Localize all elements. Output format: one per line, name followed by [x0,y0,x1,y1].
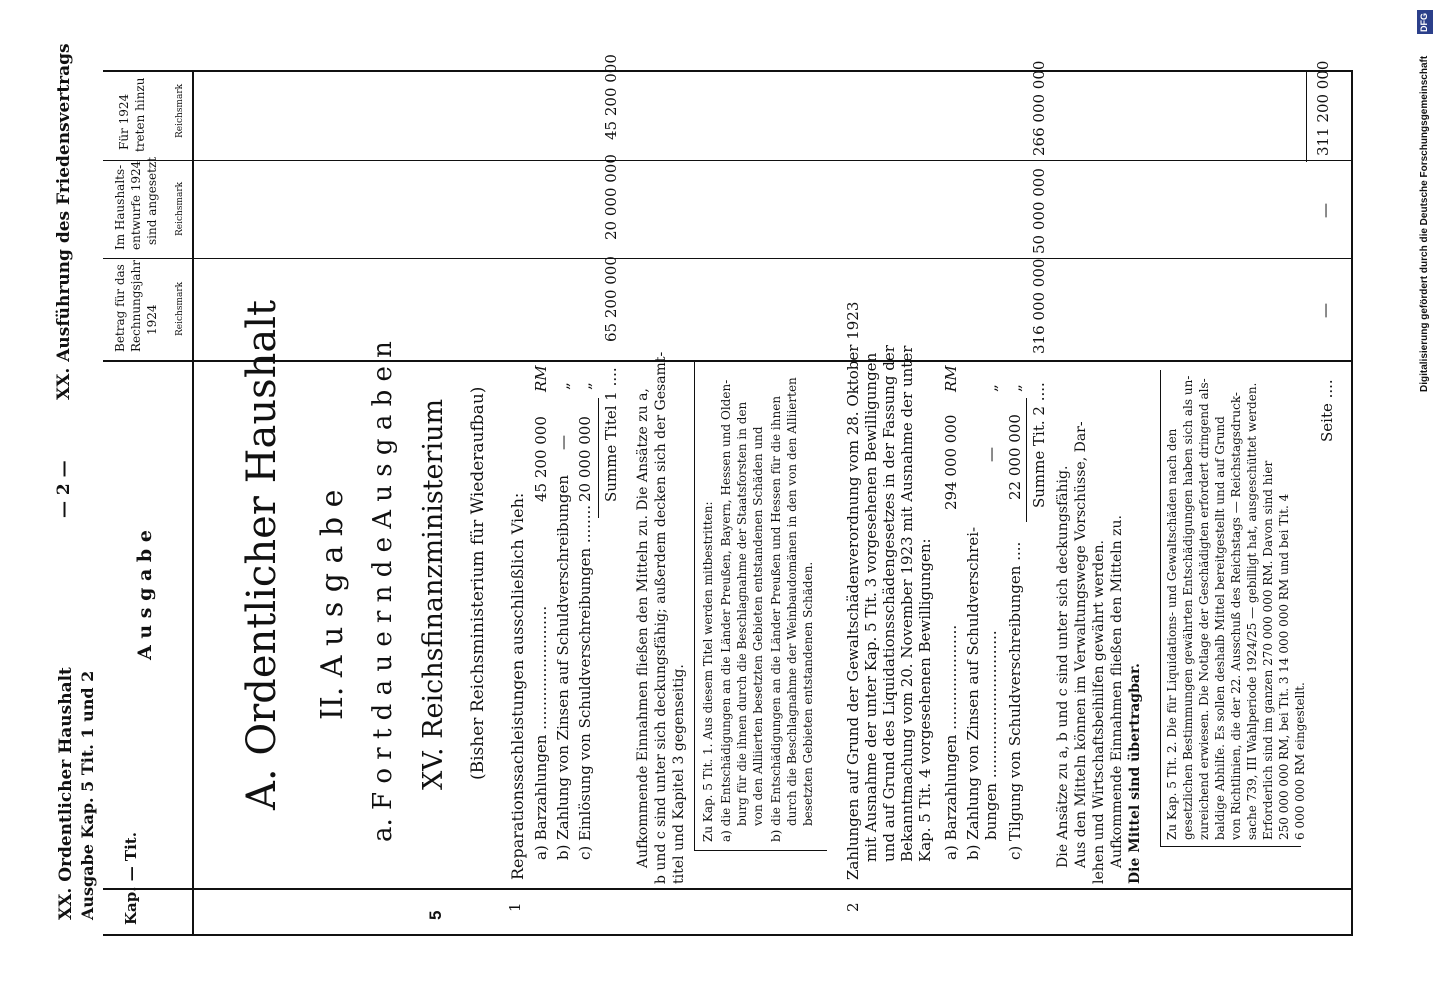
seite-betrag: — [1316,303,1334,318]
tit2-item-c-amount: 22 000 000 [1006,414,1024,500]
title-fortdauernde-ausgaben: a. F o r t d a u e r n d e A u s g a b e n [368,341,398,842]
tit2-heading-line5: Kap. 5 Tit. 4 vorgesehenen Bewilligungen: [916,538,934,862]
tit2-heading-line2: mit Ausnahme der unter Kap. 5 Tit. 3 vorgesehenen Bewilligungen [862,352,880,862]
tit2-note-line5: Die Mittel sind übertragbar. [1127,663,1143,884]
col-header-betrag-unit: Reichsmark [175,281,185,336]
tit2-item-c-label: c) Tilgung von Schuldverschreibungen .... [1006,541,1024,860]
col-header-haushalt-2: entwurfe 1924 [129,160,143,250]
tit1-box-line3: burg für die ihnen durch die Beschlagnahme der Staatsforsten in den [735,401,749,826]
tit1-hinzu: 45 200 000 [602,54,620,140]
col-header-haushalt-unit: Reichsmark [175,181,185,236]
col-header-haushalt-1: Im Haushalts- [113,164,127,250]
tit2-box-line8: 250 000 000 RM, bei Tit. 3 14 000 000 RM und bei Tit. 4 [1277,493,1291,840]
tit1-sum-rule [598,398,599,518]
tit2-box-line2: gesetzlichen Bestimmungen gewährten Entschädigungen haben sich als un- [1181,375,1195,840]
tit1-item-b-label: b) Zahlung von Zinsen auf Schuldverschreibungen [554,474,572,860]
tit2-note-line3: lehen und Wirtschaftsbeihilfen gewährt werden. [1091,540,1107,884]
kap-number: 5 [426,910,445,920]
tit2-heading-line4: Bekanntmachung vom 20. November 1923 mit Ausnahme der unter [898,345,916,862]
tit2-number: 2 [844,902,862,912]
col-header-hinzu-unit: Reichsmark [175,83,185,138]
tit2-item-a-label: a) Barzahlungen ...................... [942,624,960,860]
col-header-betrag-1: Betrag für das [113,264,127,352]
tit2-summe: Summe Tit. 2 .... [1030,382,1048,508]
tit1-item-b-amount: — [554,435,572,450]
tit1-note-line2: b und c sind unter sich deckungsfähig; außerdem decken sich der Gesamt- [653,351,669,884]
col-header-hinzu-2: treten hinzu [133,77,147,152]
table-top-rule [103,70,1353,72]
tit1-box-line1: Zu Kap. 5 Tit. 1. Aus diesem Titel werden mitbestritten: [701,501,715,842]
tit2-box-line5: von Richtlinien, die der 22. Ausschuß des Reichstags — Reichstagsdruck- [1229,392,1243,840]
tit1-item-a-amount: 45 200 000 [532,416,550,502]
tit1-betrag: 65 200 000 [602,256,620,342]
tit2-hinzu: 266 000 000 [1030,60,1048,156]
tit1-summe: Summe Titel 1 .... [602,367,620,502]
tit2-box-line9: 6 000 000 RM eingestellt. [1293,682,1307,840]
tit2-note-line4: Aufkommende Einnahmen fließen den Mitteln zu. [1109,515,1125,868]
header-right-title: XX. Ausführung des Friedensvertrags [54,43,74,400]
tit1-box-line6: durch die Beschlagnahme der Weinbaudomänen in den von den Alliierten [785,377,799,826]
tit2-box-line3: zureichend erwiesen. Die Notlage der Geschädigten erfordert dringend als- [1197,378,1211,840]
digitization-note: Digitalisierung gefördert durch die Deutsche Forschungsgemeinschaft [1419,55,1430,392]
tit2-note-line1: Die Ansätze zu a, b und c sind unter sich deckungsfähig. [1055,465,1071,868]
tit2-sum-rule [1026,398,1027,522]
title-bisher: (Bisher Reichsministerium für Wiederaufbau) [468,386,488,780]
tit1-item-b-unit: „ [554,382,572,390]
table-bottom-rule [103,934,1353,936]
col-header-hinzu-1: Für 1924 [117,93,131,150]
tit1-item-a-unit: RM [532,365,550,392]
title-ordentlicher-haushalt: A. Ordentlicher Haushalt [239,299,285,810]
seite-haushalt: — [1316,203,1334,218]
tit1-item-c-label: c) Einlösung von Schuldverschreibungen ........ [576,504,594,860]
seite-label: Seite .... [1318,379,1336,442]
dfg-logo-text: DFG [1419,13,1429,32]
col-header-haushalt-3: sind angesetzt [145,156,159,245]
tit1-item-c-amount: 20 000 000 [576,416,594,502]
tit2-box-line4: baldige Abhilfe. Es sollen deshalb Mittel bereitgestellt und auf Grund [1213,416,1227,840]
tit2-item-c-unit: „ [1006,384,1024,392]
col-header-ausgabe: A u s g a b e [134,530,156,660]
table-right-rule [1351,70,1353,935]
tit1-heading: Reparationssachleistungen ausschließlich Vieh: [508,492,527,880]
col-header-kap-tit: Kap. — Tit. [122,832,140,925]
tit2-haushalt: 50 000 000 [1030,168,1048,254]
tit2-box-line6: sache 739, III Wahlperiode 1924/25 — gebilligt hat, ausgeschüttet werden. [1245,382,1259,840]
header-left-line1: XX. Ordentlicher Haushalt [56,667,76,920]
tit2-heading-line1: Zahlungen auf Grund der Gewaltschädenverordnung vom 28. Oktober 1923 [844,301,862,880]
tit2-betrag: 316 000 000 [1030,258,1048,354]
tit2-box-line7: Erforderlich sind im ganzen 270 000 000 RM. Davon sind hier [1261,460,1275,840]
haushalt-column-rule [103,160,1353,161]
tit1-box-line2: a) die Entschädigungen an die Länder Preußen, Bayern, Hessen und Olden- [719,379,733,842]
tit2-box-line1: Zu Kap. 5 Tit. 2. Die für Liquidations- und Gewaltschäden nach den [1165,428,1179,840]
tit1-note-line3: titel und Kapitel 3 gegenseitig. [671,664,687,884]
betrag-column-rule [103,258,1353,259]
tit2-item-a-unit: RM [942,365,960,392]
seite-sum-rule [1306,72,1307,162]
page-number: — 2 — [54,460,74,518]
tit1-haushalt: 20 000 000 [602,154,620,240]
tit1-item-a-label: a) Barzahlungen .......................... [532,605,550,860]
header-row-rule [192,70,194,935]
tit2-item-b-amount: — [982,447,1000,462]
tit1-box-line5: b) die Entschädigungen an die Länder Preußen und Hessen für die ihnen [769,395,783,842]
tit2-heading-line3: und auf Grund des Liquidationsschädengesetzes in der Fassung der [880,345,898,862]
tit2-item-b-unit: „ [982,384,1000,392]
seite-hinzu: 311 200 000 [1314,60,1332,156]
tit1-number: 1 [506,902,524,912]
tit2-item-a-amount: 294 000 000 [942,414,960,510]
col-header-betrag-2: Rechnungsjahr [129,260,143,352]
tit2-item-b-label2: bungen ............................... [982,630,1000,840]
title-reichsfinanzministerium: XV. Reichsfinanzministerium [418,398,449,790]
kap-column-rule [103,888,1353,890]
col-header-betrag-3: 1924 [145,304,159,335]
tit1-note-line1: Aufkommende Einnahmen fließen den Mitteln zu. Die Ansätze zu a, [635,388,651,868]
tit1-item-c-unit: „ [576,382,594,390]
tit2-note-line2: Aus den Mitteln können im Verwaltungswege Vorschüsse, Dar- [1073,421,1089,868]
tit2-item-b-label: b) Zahlung von Zinsen auf Schuldverschrei- [964,526,982,860]
tit1-box-line4: von den Alliierten besetzten Gebieten entstandenen Schäden und [751,426,765,826]
header-left-line2: Ausgabe Kap. 5 Tit. 1 und 2 [78,670,97,920]
tit1-box-line7: besetzten Gebieten entstandenen Schäden. [801,561,815,826]
title-ausgabe: II. A u s g a b e [315,489,350,720]
